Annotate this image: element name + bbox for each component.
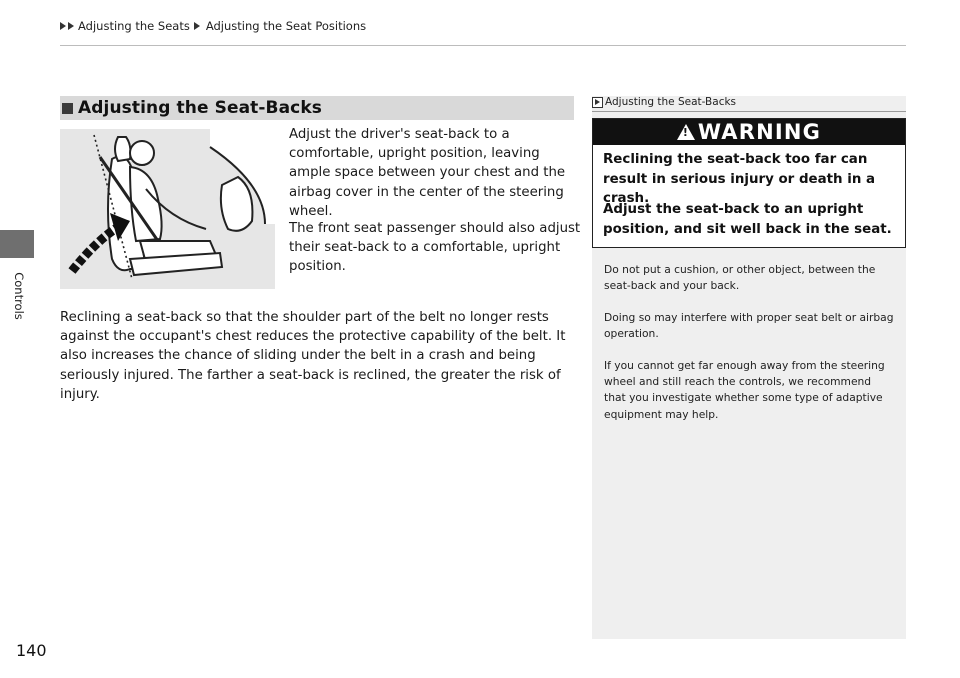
warning-text-recline: Reclining the seat-back too far can result in serious injury or death in a crash. [603,152,876,206]
breadcrumb-arrow-icon [60,22,66,30]
intro-paragraph-passenger: The front seat passenger should also adjust their seat-back to a comfortable, upright position. [289,221,581,275]
warning-word: WARNING [697,120,822,144]
breadcrumb-item[interactable]: Adjusting the Seat Positions [205,19,367,33]
note-box-icon [592,97,603,108]
note-heading-text: Adjusting the Seat-Backs [605,96,737,108]
note-heading [592,96,736,108]
seat-illustration-graphic [60,129,275,289]
note-divider [592,111,906,112]
section-square-icon [62,103,73,114]
breadcrumb-arrow-icon [194,22,200,30]
header-divider [60,45,906,46]
note-interference: Doing so may interfere with proper seat belt or airbag operation. [604,311,894,341]
seat-back-illustration [60,129,275,289]
intro-paragraph-driver: Adjust the driver's seat-back to a comfortable, upright position, leaving ample space between your chest and the airbag cover in the center of the steering wheel. [289,127,566,219]
section-header [60,96,574,120]
breadcrumb-separator [194,19,202,33]
section-title: Adjusting the Seat-Backs [78,98,322,118]
breadcrumb-arrow-icon [68,22,74,30]
note-adaptive-equipment: If you cannot get far enough away from the steering wheel and still reach the controls, we recommend that you investigate whether some type of adaptive equipment may help. [604,359,885,421]
warning-triangle-icon [677,124,695,140]
chapter-tab-text: Controls [12,272,26,320]
warning-text-upright: Adjust the seat-back to an upright position, and sit well back in the seat. [603,202,892,237]
chapter-tab-label[interactable] [9,266,29,326]
chapter-tab-marker [0,230,34,258]
note-cushion: Do not put a cushion, or other object, between the seat-back and your back. [604,263,876,293]
body-paragraph: Reclining a seat-back so that the shoulder part of the belt no longer rests against the occupant's chest reduces the protective capability of the belt. It also increases the chance of sliding under the belt in a crash and being seriously injured. The farther a seat-back is reclined, the greater the risk of injury. [60,310,566,402]
breadcrumb-item[interactable]: Adjusting the Seats [78,19,190,33]
warning-header [593,119,905,145]
page-number: 140 [16,641,47,660]
breadcrumb [60,19,366,33]
